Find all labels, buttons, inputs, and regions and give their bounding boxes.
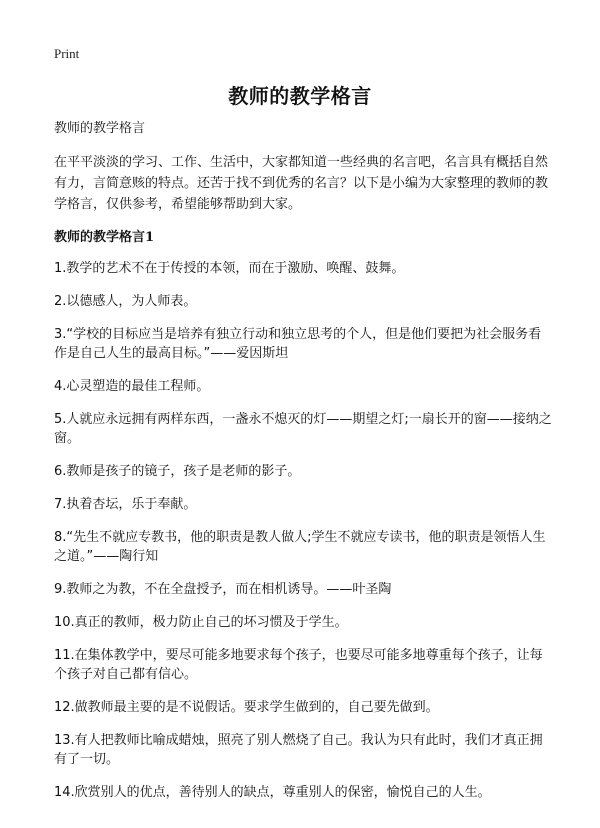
quote-item: 4.心灵塑造的最佳工程师。 bbox=[54, 379, 210, 394]
section-heading: 教师的教学格言1 bbox=[54, 230, 155, 245]
quote-item: 10.真正的教师，极力防止自己的坏习惯及于学生。 bbox=[54, 615, 348, 630]
quote-item: 3.“学校的目标应当是培养有独立行动和独立思考的个人，但是他们要把为社会服务看作是自己人生的最高目标。”——爱因斯坦 bbox=[54, 327, 542, 361]
quote-item: 2.以德感人，为人师表。 bbox=[54, 294, 197, 309]
quote-item: 9.教师之为教，不在全盘授予，而在相机诱导。——叶圣陶 bbox=[54, 582, 392, 597]
quote-item: 6.教师是孩子的镜子，孩子是老师的影子。 bbox=[54, 464, 301, 479]
document-title: 教师的教学格言 bbox=[228, 84, 372, 108]
quote-item: 13.有人把教师比喻成蜡烛，照亮了别人燃烧了自己。我认为只有此时，我们才真正拥有了一切。 bbox=[54, 733, 543, 767]
quote-list bbox=[54, 259, 554, 802]
quote-item: 11.在集体教学中，要尽可能多地要求每个孩子，也要尽可能多地尊重每个孩子，让每个孩子对自己都有信心。 bbox=[54, 648, 543, 682]
document-body bbox=[54, 120, 554, 816]
document-subtitle: 教师的教学格言 bbox=[54, 121, 146, 136]
quote-item: 1.教学的艺术不在于传授的本领，而在于激励、唤醒、鼓舞。 bbox=[54, 261, 405, 276]
quote-item: 7.执着杏坛，乐于奉献。 bbox=[54, 497, 197, 512]
quote-item: 14.欣赏别人的优点，善待别人的缺点，尊重别人的保密，愉悦自己的人生。 bbox=[54, 785, 491, 800]
quote-item: 12.做教师最主要的是不说假话。要求学生做到的，自己要先做到。 bbox=[54, 700, 439, 715]
intro-paragraph: 在平平淡淡的学习、工作、生活中，大家都知道一些经典的名言吧，名言具有概括自然有力，言简意赅的特点。还苦于找不到优秀的名言？以下是小编为大家整理的教师的教学格言，仅供参考，希望能够帮助到大家。 bbox=[54, 155, 549, 212]
quote-item: 8.“先生不就应专教书，他的职责是教人做人;学生不就应专读书，他的职责是领悟人生之道。”——陶行知 bbox=[54, 530, 546, 564]
print-link[interactable]: Print bbox=[54, 46, 80, 61]
quote-item: 5.人就应永远拥有两样东西，一盏永不熄灭的灯——期望之灯;一扇长开的窗——接纳之窗。 bbox=[54, 412, 552, 446]
